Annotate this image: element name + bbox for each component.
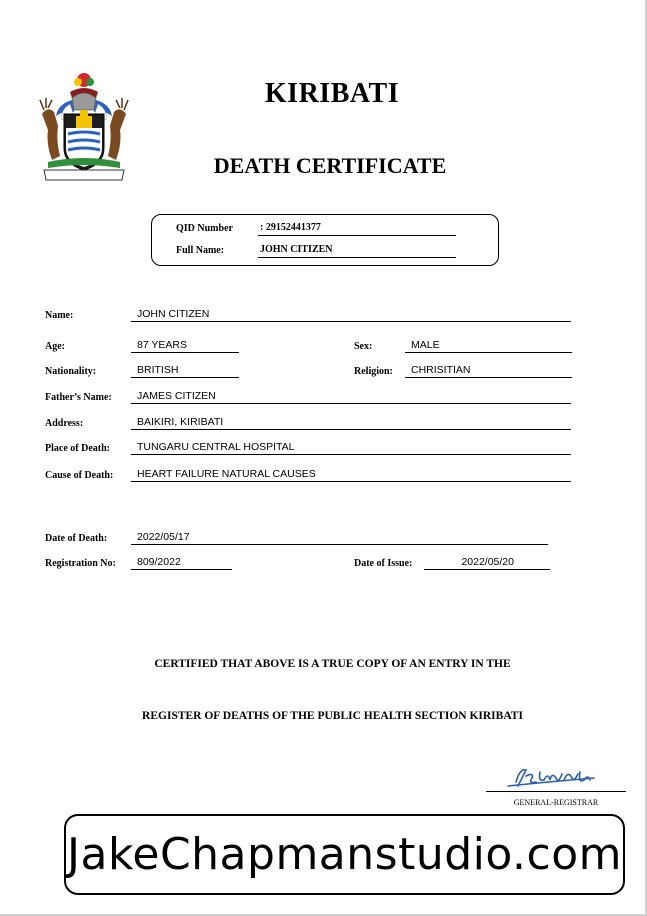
- sex-value: MALE: [405, 339, 572, 353]
- qid-value: : 29152441377: [258, 222, 456, 236]
- registration-number-value: 809/2022: [131, 556, 232, 570]
- registrar-title: GENERAL-REGISTRAR: [513, 798, 599, 807]
- address-label: Address:: [45, 418, 84, 429]
- fullname-label: Full Name:: [176, 245, 225, 256]
- certification-line-1: CERTIFIED THAT ABOVE IS A TRUE COPY OF AN ENTRY IN THE: [154, 658, 511, 670]
- date-of-issue-value: 2022/05/20: [424, 556, 550, 570]
- watermark-banner: [64, 814, 625, 895]
- country-title: KIRIBATI: [264, 78, 400, 109]
- father-name-value: JAMES CITIZEN: [131, 390, 571, 404]
- registration-number-label: Registration No:: [45, 558, 116, 569]
- sex-label: Sex:: [354, 341, 373, 352]
- name-label: Name:: [45, 310, 74, 321]
- religion-label: Religion:: [354, 366, 393, 377]
- religion-value: CHRISITIAN: [405, 364, 572, 378]
- cause-of-death-label: Cause of Death:: [45, 470, 114, 481]
- coat-of-arms-icon: [34, 70, 134, 184]
- place-of-death-label: Place of Death:: [45, 443, 110, 454]
- date-of-death-value: 2022/05/17: [131, 531, 548, 545]
- age-label: Age:: [45, 341, 65, 352]
- certification-line-2: REGISTER OF DEATHS OF THE PUBLIC HEALTH SECTION KIRIBATI: [142, 710, 523, 722]
- date-of-issue-label: Date of Issue:: [354, 558, 413, 569]
- fullname-value: JOHN CITIZEN: [258, 244, 456, 258]
- name-value: JOHN CITIZEN: [131, 308, 571, 322]
- date-of-death-label: Date of Death:: [45, 533, 108, 544]
- address-value: BAIKIRI, KIRIBATI: [131, 416, 571, 430]
- cause-of-death-value: HEART FAILURE NATURAL CAUSES: [131, 468, 571, 482]
- place-of-death-value: TUNGARU CENTRAL HOSPITAL: [131, 441, 571, 455]
- age-value: 87 YEARS: [131, 339, 239, 353]
- nationality-label: Nationality:: [45, 366, 97, 377]
- id-info-box: [151, 214, 499, 266]
- registrar-signature-icon: [486, 760, 626, 792]
- nationality-value: BRITISH: [131, 364, 239, 378]
- qid-label: QID Number: [176, 223, 233, 234]
- document-title: DEATH CERTIFICATE: [213, 153, 447, 178]
- father-name-label: Father’s Name:: [45, 392, 112, 403]
- signature-line: [486, 791, 626, 792]
- watermark-text: JakeChapmanstudio.com: [67, 829, 622, 880]
